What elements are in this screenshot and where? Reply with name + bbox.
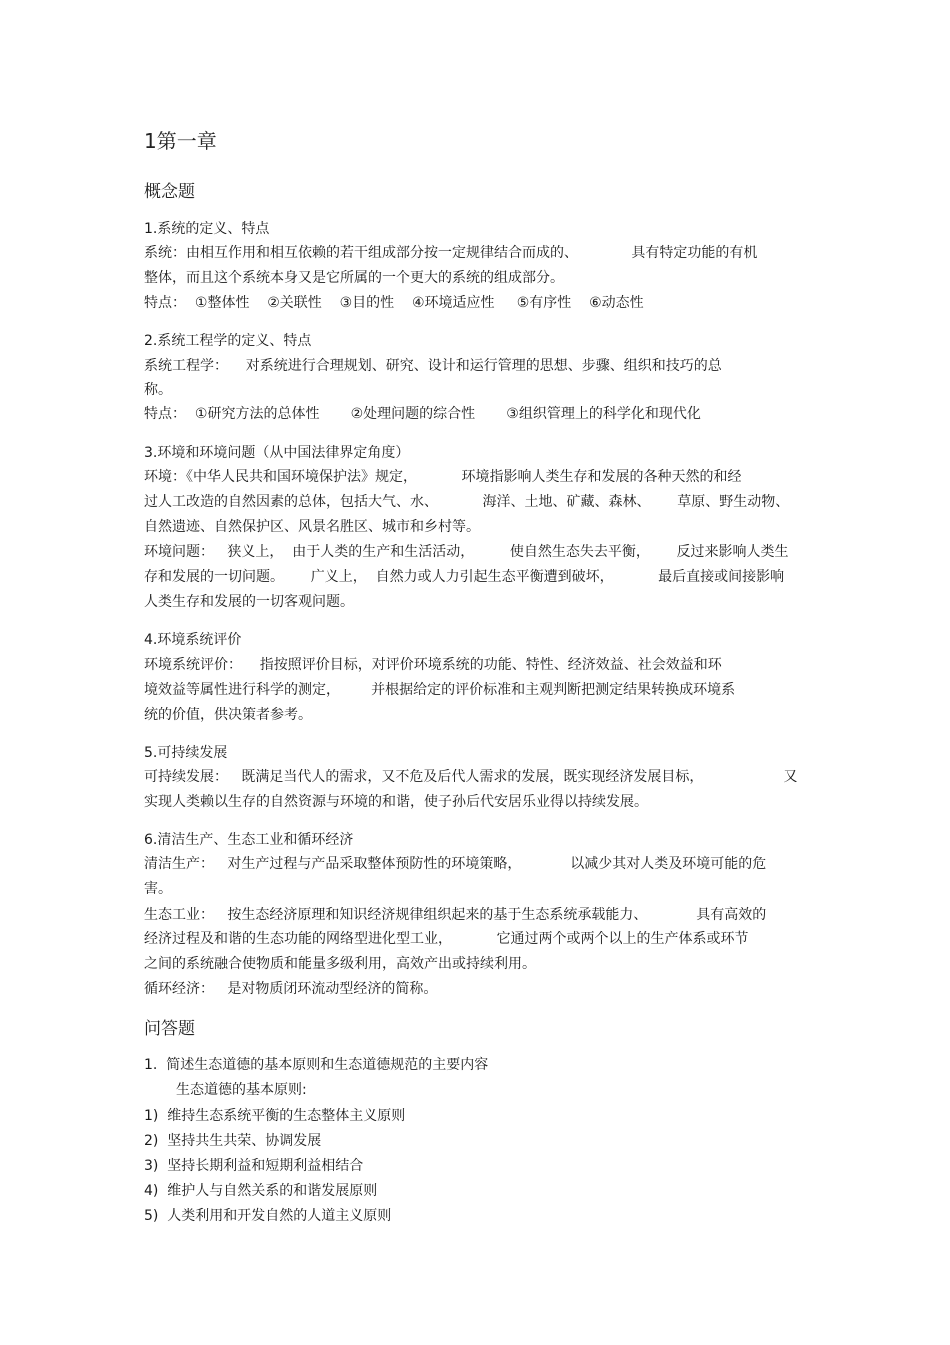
qa-heading: 问答题 xyxy=(144,1019,195,1039)
qa-item-5: 5) 人类利用和开发自然的人道主义原则 xyxy=(144,1208,392,1224)
concept-4-line-3: 统的价值，供决策者参考。 xyxy=(144,707,312,723)
qa-item-4: 4) 维护人与自然关系的和谐发展原则 xyxy=(144,1183,378,1199)
concept-5-line-2: 实现人类赖以生存的自然资源与环境的和谐，使子孙后代安居乐业得以持续发展。 xyxy=(144,794,648,810)
concept-6-line-1: 清洁生产： 对生产过程与产品采取整体预防性的环境策略， 以减少其对人类及环境可能的危 xyxy=(144,856,767,872)
concept-3-line-4: 环境问题： 狭义上， 由于人类的生产和生活活动， 使自然生态失去平衡， 反过来影响人类生 xyxy=(144,544,789,560)
concept-3-line-3: 自然遗迹、自然保护区、风景名胜区、城市和乡村等。 xyxy=(144,519,480,535)
concept-4-line-1: 环境系统评价： 指按照评价目标，对评价环境系统的功能、特性、经济效益、社会效益和环 xyxy=(144,657,722,673)
qa-subheading: 生态道德的基本原则: xyxy=(176,1082,307,1098)
concept-6-line-3: 生态工业： 按生态经济原理和知识经济规律组织起来的基于生态系统承载能力、 具有高效的 xyxy=(144,907,767,923)
concept-4-heading: 4.环境系统评价 xyxy=(144,632,242,648)
concept-1-line-2: 整体，而且这个系统本身又是它所属的一个更大的系统的组成部分。 xyxy=(144,270,564,286)
concept-6-heading: 6.清洁生产、生态工业和循环经济 xyxy=(144,832,354,848)
concept-1-line-1: 系统：由相互作用和相互依赖的若干组成部分按一定规律结合而成的、 具有特定功能的有机 xyxy=(144,245,758,261)
concept-3-line-1: 环境：《中华人民共和国环境保护法》规定， 环境指影响人类生存和发展的各种天然的和经 xyxy=(144,469,742,485)
concept-6-line-6: 循环经济： 是对物质闭环流动型经济的简称。 xyxy=(144,981,438,997)
concept-3-line-5: 存和发展的一切问题。 广义上， 自然力或人力引起生态平衡遭到破坏， 最后直接或间接影响 xyxy=(144,569,785,585)
concept-4-line-2: 境效益等属性进行科学的测定， 并根据给定的评价标准和主观判断把测定结果转换成环境系 xyxy=(144,682,736,698)
concept-3-line-2: 过人工改造的自然因素的总体，包括大气、水、 海洋、土地、矿藏、森林、 草原、野生动物、 xyxy=(144,494,790,510)
concept-6-line-2: 害。 xyxy=(144,881,172,897)
concept-3-line-6: 人类生存和发展的一切客观问题。 xyxy=(144,594,354,610)
chapter-title: 1第一章 xyxy=(144,129,217,153)
concept-1-line-3: 特点： ①整体性 ②关联性 ③目的性 ④环境适应性 ⑤有序性 ⑥动态性 xyxy=(144,295,644,311)
concept-6-line-5: 之间的系统融合使物质和能量多级利用，高效产出或持续利用。 xyxy=(144,956,536,972)
qa-item-3: 3) 坚持长期利益和短期利益相结合 xyxy=(144,1158,364,1174)
concept-6-line-4: 经济过程及和谐的生态功能的网络型进化型工业， 它通过两个或两个以上的生产体系或环节 xyxy=(144,931,749,947)
qa-question: 1. 简述生态道德的基本原则和生态道德规范的主要内容 xyxy=(144,1057,489,1073)
concept-2-heading: 2.系统工程学的定义、特点 xyxy=(144,333,312,349)
qa-item-2: 2) 坚持共生共荣、协调发展 xyxy=(144,1133,322,1149)
qa-item-1: 1) 维持生态系统平衡的生态整体主义原则 xyxy=(144,1108,406,1124)
concept-5-line-1: 可持续发展： 既满足当代人的需求，又不危及后代人需求的发展，既实现经济发展目标， 又 xyxy=(144,769,798,785)
concept-1-heading: 1.系统的定义、特点 xyxy=(144,221,270,237)
concept-2-line-3: 特点： ①研究方法的总体性 ②处理问题的综合性 ③组织管理上的科学化和现代化 xyxy=(144,406,701,422)
concept-2-line-2: 称。 xyxy=(144,382,172,398)
concept-5-heading: 5.可持续发展 xyxy=(144,745,228,761)
concept-heading: 概念题 xyxy=(144,182,195,202)
concept-2-line-1: 系统工程学： 对系统进行合理规划、研究、设计和运行管理的思想、步骤、组织和技巧的总 xyxy=(144,358,722,374)
concept-3-heading: 3.环境和环境问题（从中国法律界定角度） xyxy=(144,445,410,461)
